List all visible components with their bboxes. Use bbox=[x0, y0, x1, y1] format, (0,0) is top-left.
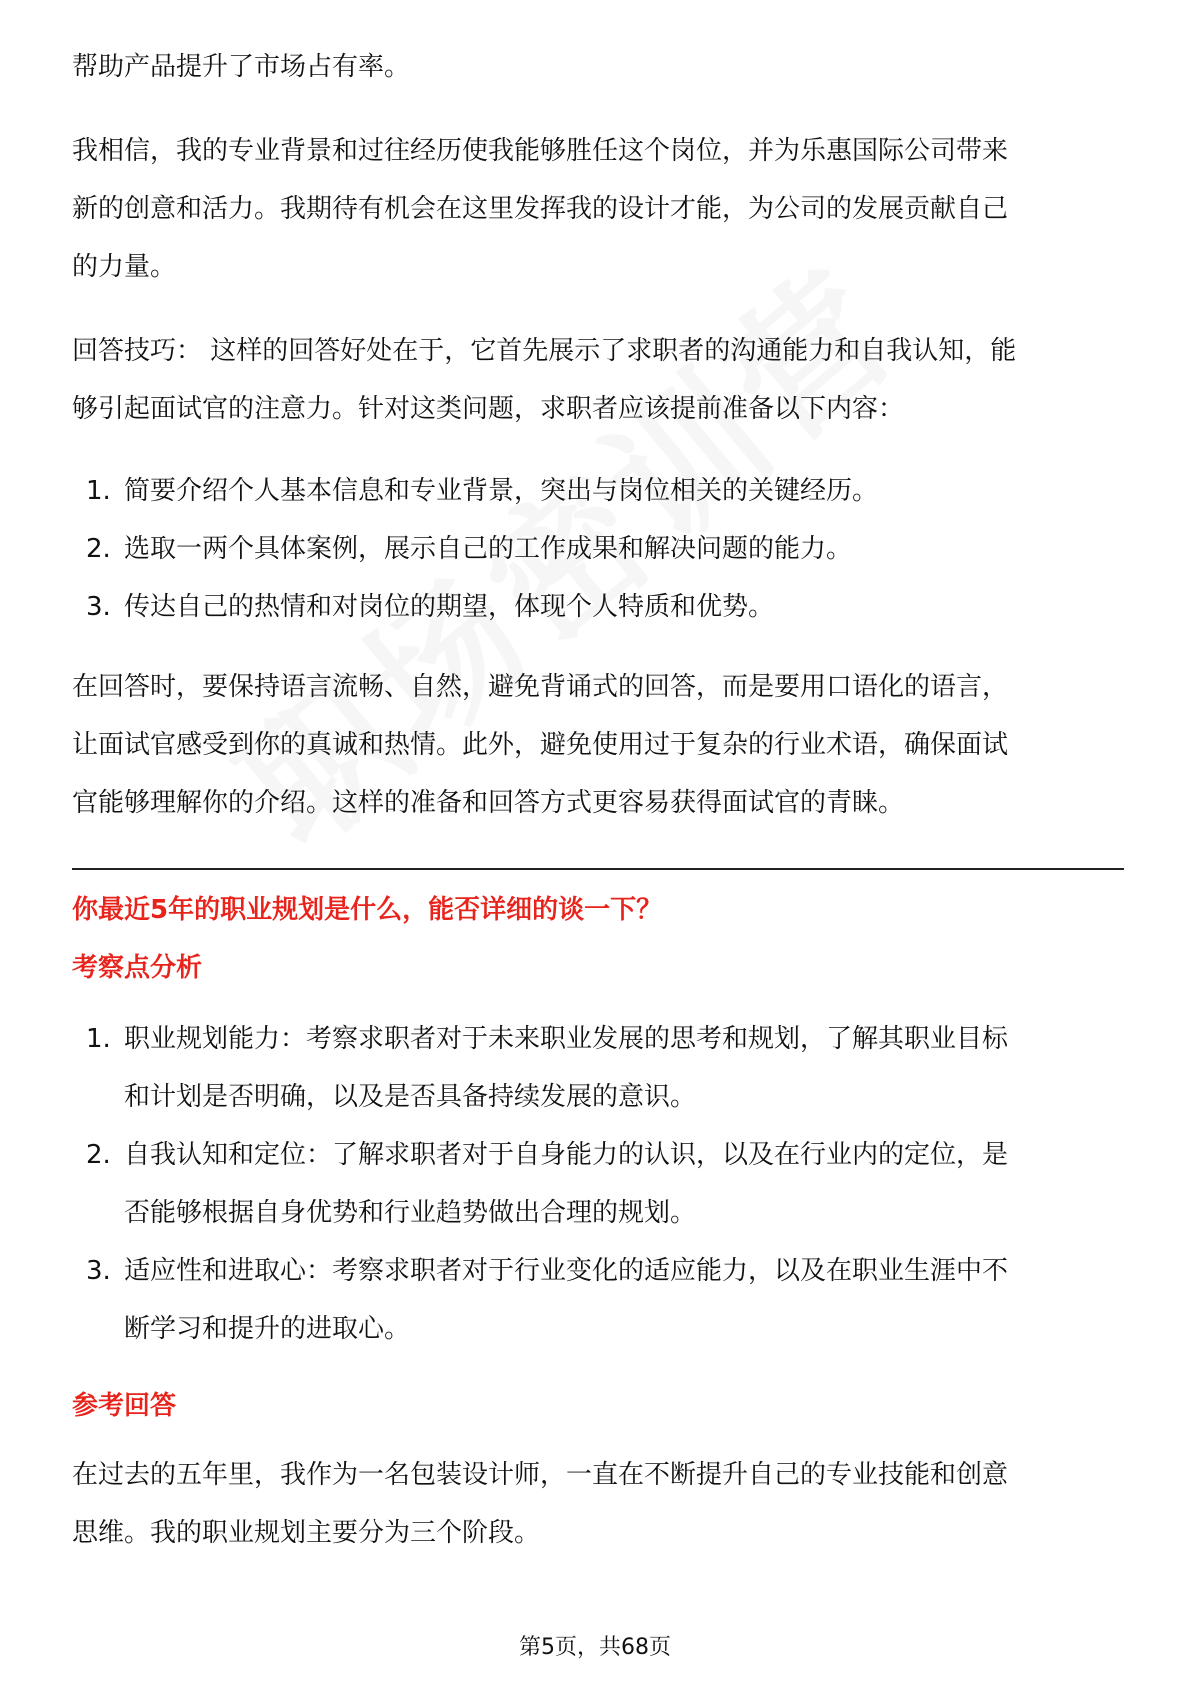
intro-paragraph-1 bbox=[72, 38, 1124, 96]
intro-line: 帮助产品提升了市场占有率。 bbox=[72, 52, 411, 82]
list-text: 选取一两个具体案例，展示自己的工作成果和解决问题的能力。 bbox=[124, 534, 853, 564]
list-text: 断学习和提升的进取心。 bbox=[124, 1314, 411, 1344]
preparation-list bbox=[72, 462, 1124, 636]
answer-paragraph bbox=[72, 1446, 1124, 1562]
analysis-heading: 考察点分析 bbox=[72, 953, 203, 983]
list-text: 自我认知和定位：了解求职者对于自身能力的认识，以及在行业内的定位，是 bbox=[124, 1140, 1009, 1170]
list-text: 适应性和进取心：考察求职者对于行业变化的适应能力，以及在职业生涯中不 bbox=[124, 1256, 1009, 1286]
list-item bbox=[72, 1126, 1124, 1242]
list-text: 简要介绍个人基本信息和专业背景，突出与岗位相关的关键经历。 bbox=[124, 476, 879, 506]
question-title: 你最近5年的职业规划是什么，能否详细的谈一下？ bbox=[72, 895, 663, 925]
intro-paragraph-2 bbox=[72, 122, 1124, 296]
list-text: 否能够根据自身优势和行业趋势做出合理的规划。 bbox=[124, 1198, 697, 1228]
list-number: 1. bbox=[86, 476, 111, 506]
closing-line: 在回答时，要保持语言流畅、自然，避免背诵式的回答，而是要用口语化的语言， bbox=[72, 672, 1009, 702]
section-divider bbox=[72, 868, 1124, 870]
list-item bbox=[72, 1010, 1124, 1126]
tip-line: 回答技巧： 这样的回答好处在于，它首先展示了求职者的沟通能力和自我认知，能 bbox=[72, 336, 1017, 366]
closing-paragraph bbox=[72, 658, 1124, 832]
page-number: 第5页，共68页 bbox=[519, 1635, 671, 1660]
intro-line: 我相信，我的专业背景和过往经历使我能够胜任这个岗位，并为乐惠国际公司带来 bbox=[72, 136, 1009, 166]
list-item bbox=[72, 462, 1124, 520]
tip-line: 够引起面试官的注意力。针对这类问题，求职者应该提前准备以下内容： bbox=[72, 394, 905, 424]
list-number: 3. bbox=[86, 592, 111, 622]
closing-line: 让面试官感受到你的真诚和热情。此外，避免使用过于复杂的行业术语，确保面试 bbox=[72, 730, 1009, 760]
list-number: 3. bbox=[86, 1256, 111, 1286]
list-text: 传达自己的热情和对岗位的期望，体现个人特质和优势。 bbox=[124, 592, 775, 622]
intro-line: 的力量。 bbox=[72, 252, 177, 282]
answer-line: 思维。我的职业规划主要分为三个阶段。 bbox=[72, 1518, 541, 1548]
document-page bbox=[72, 0, 1124, 1562]
list-text: 和计划是否明确，以及是否具备持续发展的意识。 bbox=[124, 1082, 697, 1112]
answer-tip bbox=[72, 322, 1124, 438]
list-number: 2. bbox=[86, 1140, 111, 1170]
list-number: 1. bbox=[86, 1024, 111, 1054]
list-item bbox=[72, 520, 1124, 578]
list-text: 职业规划能力：考察求职者对于未来职业发展的思考和规划，了解其职业目标 bbox=[124, 1024, 1009, 1054]
list-item bbox=[72, 1242, 1124, 1358]
list-number: 2. bbox=[86, 534, 111, 564]
closing-line: 官能够理解你的介绍。这样的准备和回答方式更容易获得面试官的青睐。 bbox=[72, 788, 905, 818]
list-item bbox=[72, 578, 1124, 636]
intro-line: 新的创意和活力。我期待有机会在这里发挥我的设计才能，为公司的发展贡献自己 bbox=[72, 194, 1009, 224]
analysis-list bbox=[72, 1010, 1124, 1358]
answer-line: 在过去的五年里，我作为一名包装设计师，一直在不断提升自己的专业技能和创意 bbox=[72, 1460, 1009, 1490]
answer-heading: 参考回答 bbox=[72, 1391, 177, 1421]
